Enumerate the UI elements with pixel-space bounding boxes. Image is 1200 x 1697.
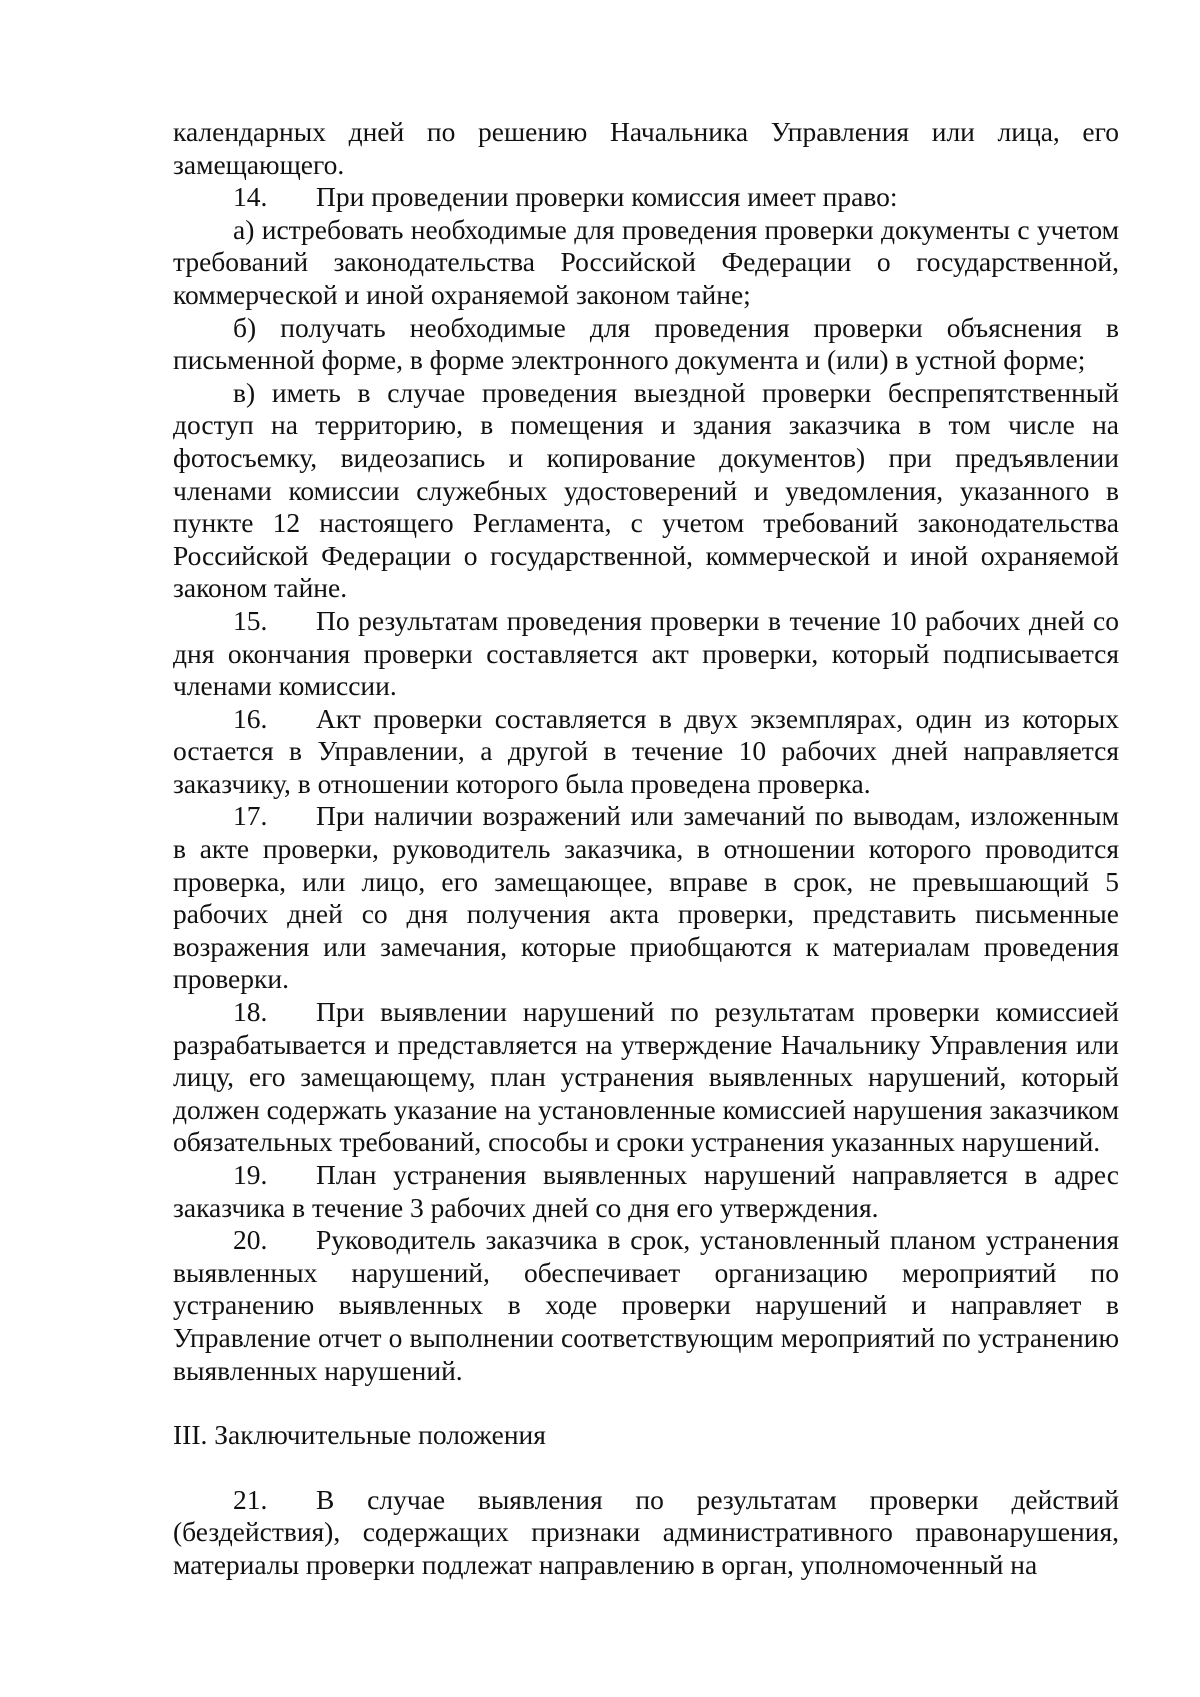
paragraph-number: 17.	[233, 800, 268, 832]
numbered-paragraph	[173, 1484, 1119, 1582]
numbered-paragraph	[173, 800, 1119, 996]
paragraph-text: а) истребовать необходимые для проведения проверки документы с учетом требований законодательства Российской Федерации о государственной, коммерческой и иной охраняемой законом тайне;	[173, 213, 1119, 310]
paragraph-text: календарных дней по решению Начальника Управления или лица, его замещающего.	[173, 116, 1119, 180]
numbered-paragraph	[173, 703, 1119, 801]
paragraph-text: В случае выявления по результатам проверки действий (бездействия), содержащих признаки административного правонарушения, материалы проверки подлежат направлению в орган, уполномоченный на	[173, 1483, 1119, 1580]
paragraph	[173, 214, 1119, 312]
paragraph-text: План устранения выявленных нарушений направляется в адрес заказчика в течение 3 рабочих дней со дня его утверждения.	[173, 1159, 1119, 1223]
paragraph-text: По результатам проведения проверки в течение 10 рабочих дней со дня окончания проверки составляется акт проверки, который подписывается членами комиссии.	[173, 604, 1119, 702]
paragraph-text: При проведении проверки комиссия имеет право:	[316, 181, 898, 213]
paragraph-number: 16.	[233, 702, 268, 734]
paragraph-number: 21.	[233, 1483, 268, 1515]
numbered-paragraph	[173, 1224, 1119, 1387]
document-page	[173, 116, 1119, 1582]
paragraph-number: 15.	[233, 604, 268, 636]
numbered-paragraph	[173, 1159, 1119, 1224]
section-heading: III. Заключительные положения	[173, 1419, 546, 1451]
paragraph-text: б) получать необходимые для проведения проверки объяснения в письменной форме, в форме электронного документа и (или) в устной форме;	[173, 311, 1119, 376]
paragraph-text: При выявлении нарушений по результатам проверки комиссией разрабатывается и представляется на утверждение Начальнику Управления или лицу, его замещающему, план устранения выявленных нарушений, который должен содержать указание на установленные комиссией нарушения заказчиком обязательных требований, способы и сроки устранения указанных нарушений.	[173, 996, 1119, 1158]
paragraph	[173, 312, 1119, 377]
paragraph-number: 14.	[233, 181, 268, 213]
paragraph-number: 19.	[233, 1159, 268, 1190]
paragraph-text: Акт проверки составляется в двух экземплярах, один из которых остается в Управлении, а другой в течение 10 рабочих дней направляется заказчику, в отношении которого была проведена проверка.	[173, 702, 1119, 799]
paragraph	[173, 377, 1119, 605]
numbered-paragraph	[173, 181, 1119, 214]
paragraph-text: в) иметь в случае проведения выездной проверки беспрепятственный доступ на территорию, в помещения и здания заказчика в том числе на фотосъемку, видеозапись и копирование документов) при предъявлении членами комиссии служебных удостоверений и уведомления, указанного в пункте 12 настоящего Регламента, с учетом требований законодательства Российской Федерации о государственной, коммерческой и иной охраняемой законом тайне.	[173, 376, 1119, 604]
paragraph-text: При наличии возражений или замечаний по выводам, изложенным в акте проверки, руководитель заказчика, в отношении которого проводится проверка, или лицо, его замещающее, вправе в срок, не превышающий 5 рабочих дней со дня получения акта проверки, представить письменные возражения или замечания, которые приобщаются к материалам проведения проверки.	[173, 800, 1119, 995]
document-body-bottom	[173, 1484, 1119, 1582]
paragraph	[173, 116, 1119, 181]
document-body-top	[173, 116, 1119, 1387]
paragraph-number: 18.	[233, 996, 268, 1028]
numbered-paragraph	[173, 605, 1119, 703]
paragraph-number: 20.	[233, 1224, 268, 1256]
paragraph-text: Руководитель заказчика в срок, установленный планом устранения выявленных нарушений, обеспечивает организацию мероприятий по устранению выявленных в ходе проверки нарушений и направляет в Управление отчет о выполнении соответствующим мероприятий по устранению выявленных нарушений.	[173, 1224, 1119, 1386]
numbered-paragraph	[173, 996, 1119, 1159]
